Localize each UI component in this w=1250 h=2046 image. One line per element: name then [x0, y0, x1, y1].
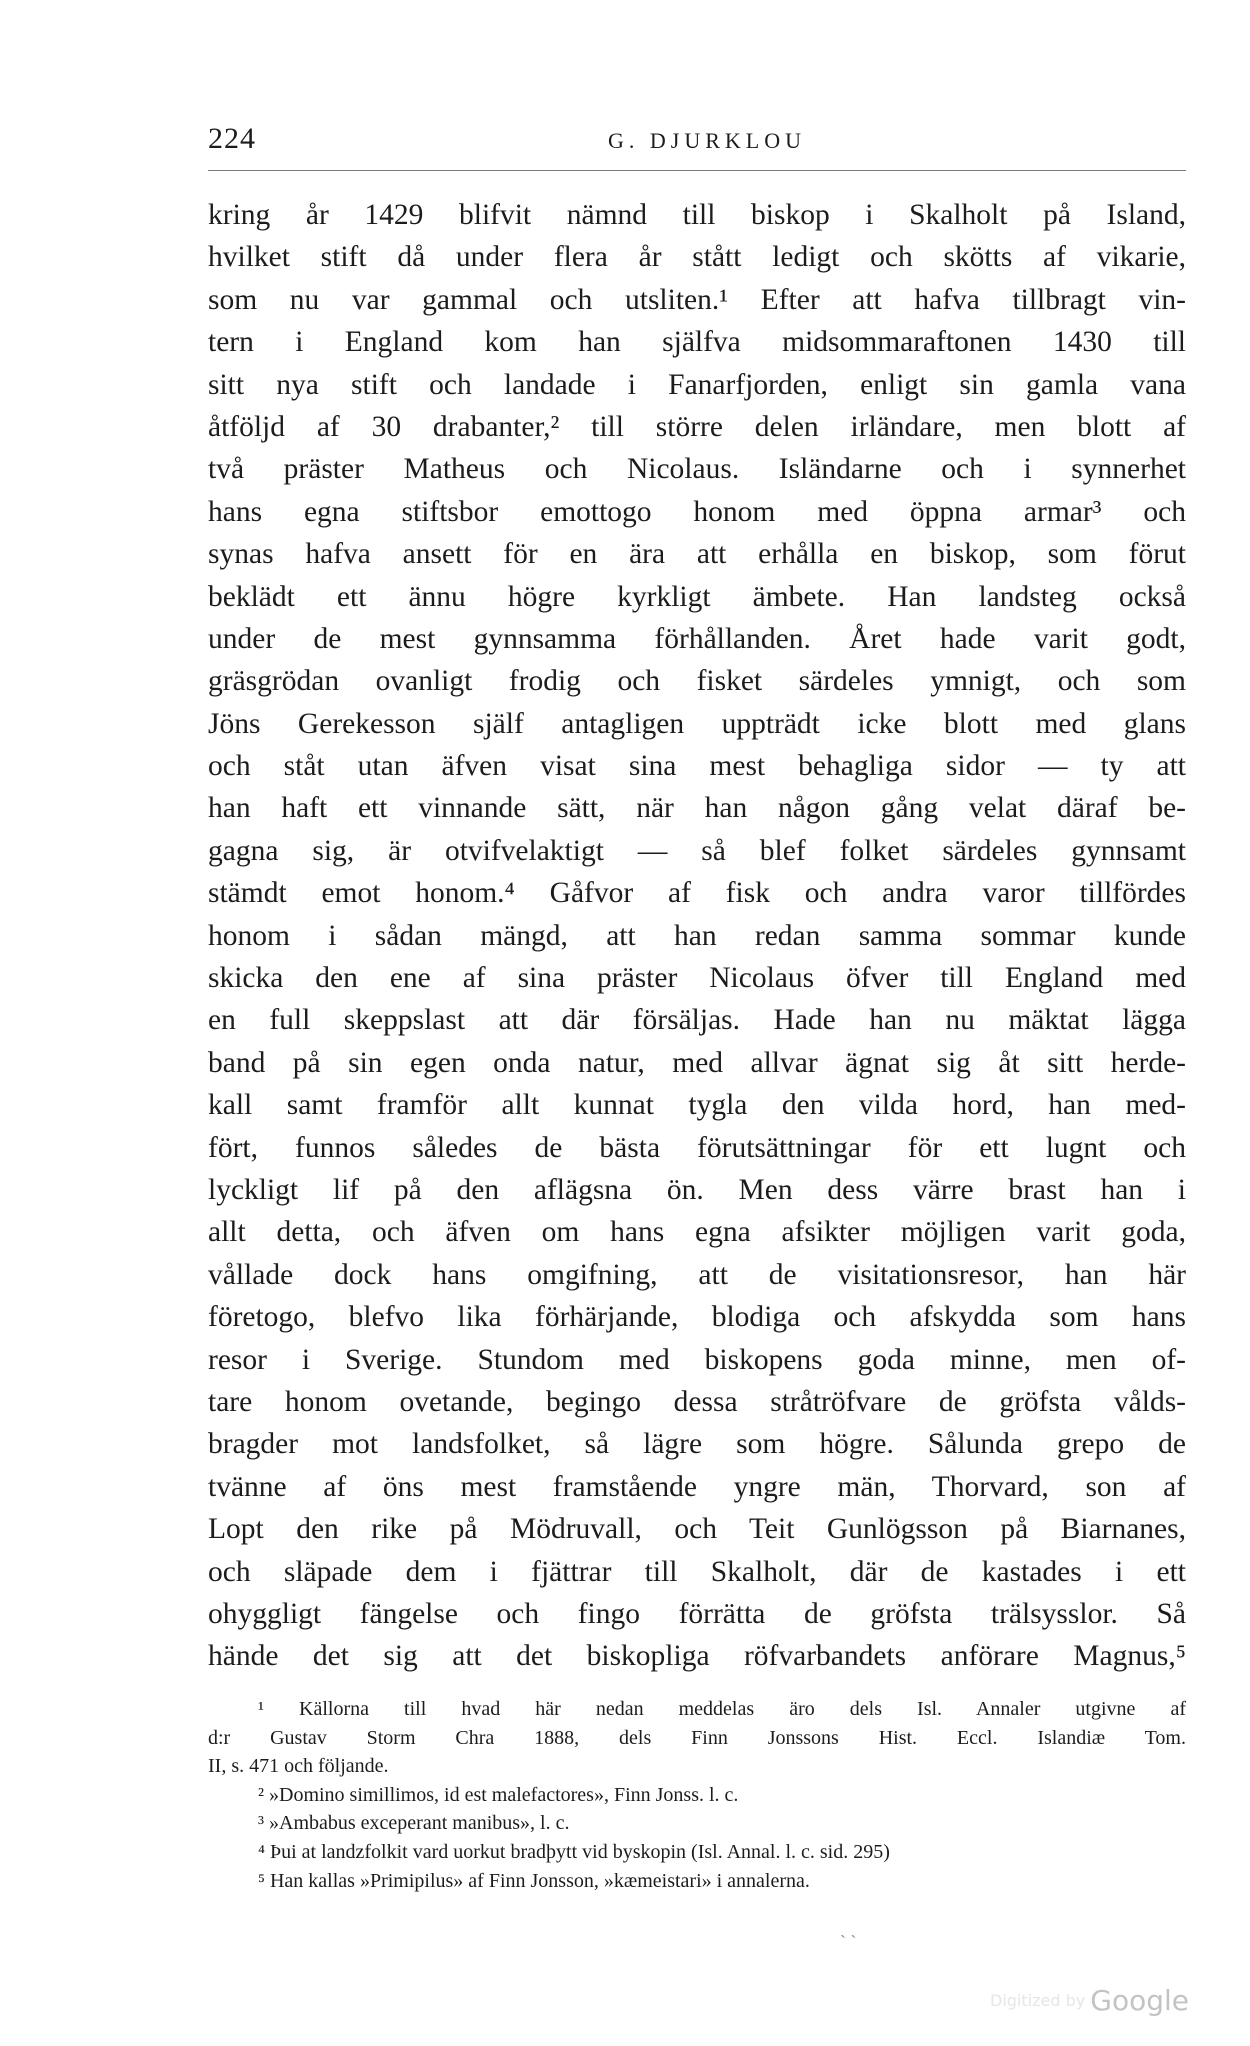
digitized-watermark [990, 1984, 1220, 2024]
text-line: kring år 1429 blifvit nämnd till biskop i Skalholt på Island, [208, 199, 1186, 231]
watermark-small-text: Digitized by [990, 1991, 1086, 2010]
text-line: han haft ett vinnande sätt, när han någon gång velat däraf be- [208, 792, 1186, 825]
footnotes [208, 1695, 1186, 1895]
text-line: beklädt ett ännu högre kyrkligt ämbete. Han landsteg också [208, 580, 1186, 613]
text-line: och ståt utan äfven visat sina mest behagliga sidor — ty att [208, 750, 1186, 783]
text-line: band på sin egen onda natur, med allvar ägnat sig åt sitt herde- [208, 1046, 1186, 1079]
header-rule [208, 170, 1186, 171]
text-line: synas hafva ansett för en ära att erhålla en biskop, som förut [208, 538, 1186, 571]
text-line: sitt nya stift och landade i Fanarfjorden, enligt sin gamla vana [208, 368, 1186, 401]
text-line: åtföljd af 30 drabanter,² till större delen irländare, men blott af [208, 410, 1186, 443]
text-line: tvänne af öns mest framstående yngre män, Thorvard, son af [208, 1470, 1186, 1503]
page-number: 224 [208, 122, 256, 155]
text-line: lyckligt lif på den aflägsna ön. Men dess värre brast han i [208, 1173, 1186, 1206]
text-line: resor i Sverige. Stundom med biskopens goda minne, men of- [208, 1343, 1186, 1376]
text-line: och släpade dem i fjättrar till Skalholt, där de kastades i ett [208, 1555, 1186, 1588]
text-line: tern i England kom han själfva midsommaraftonen 1430 till [208, 326, 1186, 359]
footnote-5: ⁵ Han kallas »Primipilus» af Finn Jonsson, »kæmeistari» i annalerna. [258, 1869, 810, 1892]
text-line: kall samt framför allt kunnat tygla den vilda hord, han med- [208, 1089, 1186, 1122]
footnote-1-line-1: ¹ Källorna till hvad här nedan meddelas äro dels Isl. Annaler utgivne af [258, 1698, 1186, 1720]
footnote-4: ⁴ Þui at landzfolkit vard uorkut bradþytt vid byskopin (Isl. Annal. l. c. sid. 295) [258, 1840, 890, 1863]
text-line: Jöns Gerekesson själf antagligen uppträdt icke blott med glans [208, 707, 1186, 740]
text-line: hans egna stiftsbor emottogo honom med öppna armar³ och [208, 495, 1186, 528]
text-line: vållade dock hans omgifning, att de visitationsresor, han här [208, 1258, 1186, 1291]
body-text [208, 194, 1186, 1678]
text-line: en full skeppslast att där försäljas. Hade han nu mäktat lägga [208, 1004, 1186, 1037]
text-line: företogo, blefvo lika förhärjande, blodiga och afskydda som hans [208, 1301, 1186, 1334]
footnote-2: ² »Domino simillimos, id est malefactores», Finn Jonss. l. c. [258, 1783, 739, 1806]
text-line: hände det sig att det biskopliga röfvarbandets anförare Magnus,⁵ [208, 1640, 1186, 1673]
text-line: allt detta, och äfven om hans egna afsikter möjligen varit goda, [208, 1216, 1186, 1249]
text-line: hvilket stift då under flera år stått ledigt och skötts af vikarie, [208, 241, 1186, 274]
scan-mark: ˎ ˏ [840, 1918, 857, 1938]
text-line: som nu var gammal och utsliten.¹ Efter att hafva tillbragt vin- [208, 283, 1186, 316]
text-line: ohyggligt fängelse och fingo förrätta de gröfsta trälsysslor. Så [208, 1597, 1186, 1630]
text-line: under de mest gynnsamma förhållanden. Året hade varit godt, [208, 622, 1186, 655]
watermark-brand-text: Google [1090, 1984, 1190, 2017]
page-header [208, 122, 1186, 162]
text-line: tare honom ovetande, begingo dessa stråtröfvare de gröfsta vålds- [208, 1385, 1186, 1418]
text-line: fört, funnos således de bästa förutsättningar för ett lugnt och [208, 1131, 1186, 1164]
text-line: två präster Matheus och Nicolaus. Isländarne och i synnerhet [208, 453, 1186, 486]
footnote-1-line-3: II, s. 471 och följande. [208, 1755, 389, 1778]
text-line: honom i sådan mängd, att han redan samma sommar kunde [208, 919, 1186, 952]
text-line: Lopt den rike på Mödruvall, och Teit Gunlögsson på Biarnanes, [208, 1513, 1186, 1546]
footnote-3: ³ »Ambabus exceperant manibus», l. c. [258, 1812, 570, 1835]
text-line: stämdt emot honom.⁴ Gåfvor af fisk och andra varor tillfördes [208, 877, 1186, 910]
text-line: gagna sig, är otvifvelaktigt — så blef folket särdeles gynnsamt [208, 834, 1186, 867]
text-line: skicka den ene af sina präster Nicolaus öfver till England med [208, 962, 1186, 995]
footnote-1-line-2: d:r Gustav Storm Chra 1888, dels Finn Jonssons Hist. Eccl. Islandiæ Tom. [208, 1726, 1186, 1749]
text-line: gräsgrödan ovanligt frodig och fisket särdeles ymnigt, och som [208, 665, 1186, 698]
running-head: G. DJURKLOU [608, 128, 806, 153]
text-line: bragder mot landsfolket, så lägre som högre. Sålunda grepo de [208, 1428, 1186, 1461]
